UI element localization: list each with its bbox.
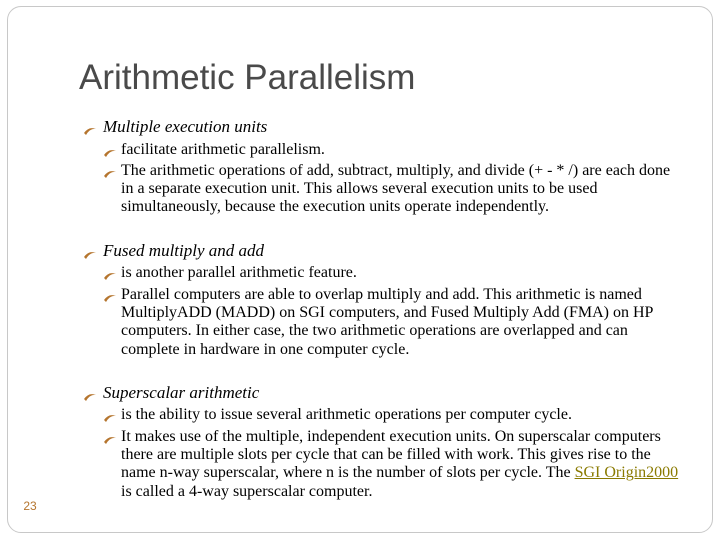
section-3-point-1: is the ability to issue several arithmetic operations per computer cycle.	[103, 406, 683, 424]
section-heading-1: Multiple execution units	[84, 118, 267, 136]
bullet-icon	[103, 290, 117, 300]
bullet-icon	[83, 246, 97, 256]
bullet-icon	[103, 268, 117, 278]
bullet-icon	[83, 388, 97, 398]
sgi-origin2000-link[interactable]: SGI Origin2000	[574, 464, 679, 482]
page-number: 23	[23, 499, 37, 513]
section-3-point-2	[103, 428, 683, 501]
slide-title: Arithmetic Parallelism	[79, 58, 416, 97]
bullet-icon	[103, 166, 117, 176]
section-heading-2: Fused multiply and add	[84, 242, 264, 260]
section-1-point-1: facilitate arithmetic parallelism.	[103, 141, 683, 159]
section-3-point-2-suffix: is called a 4-way superscalar computer.	[121, 482, 373, 500]
section-1-point-2: The arithmetic operations of add, subtract, multiply, and divide (+ - * /) are each done in a separate execution unit. This allows several execution units to be used simultaneously, because the execution units operate independently.	[103, 162, 683, 217]
bullet-icon	[103, 145, 117, 155]
bullet-icon	[103, 432, 117, 442]
section-3-point-2-text: It makes use of the multiple, independent execution units. On superscalar computers there are multiple slots per cycle that can be filled with work. This gives rise to the name n-way superscalar, where n is the number of slots per cycle. The	[121, 428, 661, 482]
section-2-point-1: is another parallel arithmetic feature.	[103, 264, 683, 282]
bullet-icon	[83, 122, 97, 132]
bullet-icon	[103, 410, 117, 420]
section-heading-3: Superscalar arithmetic	[84, 384, 259, 402]
section-2-point-2: Parallel computers are able to overlap multiply and add. This arithmetic is named MultiplyADD (MADD) on SGI computers, and Fused Multiply Add (FMA) on HP computers. In either case, the two arithmetic operations are overlapped and can complete in hardware in one computer cycle.	[103, 286, 683, 359]
